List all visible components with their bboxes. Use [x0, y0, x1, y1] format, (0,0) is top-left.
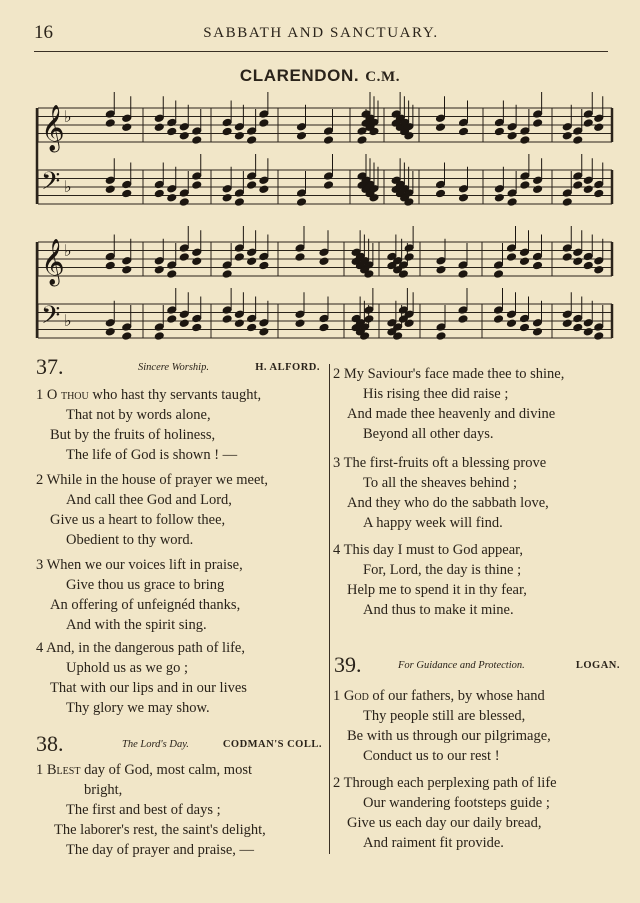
clefs	[41, 105, 72, 336]
treble-clef-icon: 𝄞	[41, 239, 65, 285]
hymn-author: H. ALFORD.	[255, 362, 320, 373]
hymn-39-heading	[334, 652, 620, 676]
stanza-line: 4 This day I must to God appear,	[333, 542, 524, 558]
stanza-line: 2 Through each perplexing path of life	[333, 775, 557, 791]
hymn-37-stanza-3b	[333, 453, 549, 533]
stanza-line: 2 While in the house of prayer we meet,	[36, 472, 269, 488]
hymn-number: 39.	[334, 652, 362, 677]
stanza-line: Thy glory we may show.	[66, 700, 210, 716]
stanza-line: The first and best of days ;	[66, 802, 221, 818]
stanza-line: 1 O thou who hast thy servants taught,	[36, 387, 262, 403]
svg-text:♭: ♭	[64, 241, 72, 260]
stanza-line: That not by words alone,	[66, 407, 211, 423]
hymn-subtitle: Sincere Worship.	[138, 362, 209, 373]
hymn-37-stanza-3	[36, 555, 243, 635]
tune-meter: C.M.	[365, 69, 401, 85]
bass-clef-icon: 𝄢	[41, 301, 61, 336]
stanza-line: Be with us through our pilgrimage,	[347, 728, 551, 744]
stanza-line: And thus to make it mine.	[363, 602, 514, 618]
svg-text:♭: ♭	[64, 107, 72, 126]
hymn-38-stanza-1	[36, 760, 266, 860]
svg-text:♭: ♭	[64, 177, 72, 196]
treble-clef-icon: 𝄞	[41, 105, 65, 151]
notes	[105, 92, 603, 340]
stanza-line: Beyond all other days.	[363, 426, 494, 442]
stanza-line: The life of God is shown ! —	[66, 447, 238, 463]
hymn-number: 37.	[36, 354, 64, 379]
hymn-number: 38.	[36, 731, 64, 756]
hymn-39-stanza-1	[333, 686, 551, 766]
column-divider	[329, 364, 330, 854]
stanza-line: To all the sheaves behind ;	[363, 475, 518, 491]
stanza-line: 4 And, in the dangerous path of life,	[36, 640, 245, 656]
music-score	[0, 0, 640, 360]
stanza-line: Thy people still are blessed,	[363, 708, 526, 724]
stanza-line: 3 The first-fruits oft a blessing prove	[333, 455, 547, 471]
stanza-line: Give us each day our daily bread,	[347, 815, 542, 831]
stanza-line: Uphold us as we go ;	[66, 660, 189, 676]
stanza-line: For, Lord, the day is thine ;	[363, 562, 522, 578]
stanza-line: Give thou us grace to bring	[66, 577, 225, 593]
svg-text:♭: ♭	[64, 311, 72, 330]
stanza-line: bright,	[84, 782, 123, 798]
hymn-37-stanza-4b	[333, 540, 527, 620]
stanza-line: And call thee God and Lord,	[66, 492, 232, 508]
stanza-line: 1 God of our fathers, by whose hand	[333, 688, 545, 704]
stanza-line: Give us a heart to follow thee,	[50, 512, 226, 528]
stanza-line: Conduct us to our rest !	[363, 748, 500, 764]
stanza-line: His rising thee did raise ;	[363, 386, 509, 402]
stanza-line: 1 Blest day of God, most calm, most	[36, 762, 253, 778]
hymn-author: CODMAN'S COLL.	[222, 739, 322, 750]
hymn-39-stanza-2	[333, 773, 557, 853]
stanza-line: Help me to spend it in thy fear,	[347, 582, 527, 598]
stanza-line: And they who do the sabbath love,	[347, 495, 549, 511]
hymn-37-stanza-2b	[333, 364, 564, 444]
stanza-line: An offering of unfeignéd thanks,	[50, 597, 241, 613]
stanza-line: That with our lips and in our lives	[50, 680, 247, 696]
stanza-line: 2 My Saviour's face made thee to shine,	[333, 366, 565, 382]
hymn-37-stanza-2	[36, 470, 268, 550]
hymn-37-stanza-1	[36, 385, 261, 465]
stanza-line: 3 When we our voices lift in praise,	[36, 557, 243, 573]
stanza-line: And with the spirit sing.	[66, 617, 207, 633]
tune-name: CLARENDON.	[239, 66, 360, 85]
hymn-38-heading	[36, 731, 322, 755]
stanza-line: And raiment fit provide.	[363, 835, 504, 851]
hymn-author: LOGAN.	[575, 660, 620, 671]
stanza-line: Our wandering footsteps guide ;	[363, 795, 550, 811]
stanza-line: But by the fruits of holiness,	[50, 427, 216, 443]
hymn-subtitle: The Lord's Day.	[122, 739, 189, 750]
stanza-line: And made thee heavenly and divine	[347, 406, 556, 422]
stanza-line: The day of prayer and praise, —	[66, 842, 255, 858]
hymn-37-stanza-4	[36, 638, 247, 718]
running-head: SABBATH AND SANCTUARY.	[203, 25, 439, 41]
bass-clef-icon: 𝄢	[41, 167, 61, 202]
hymn-subtitle: For Guidance and Protection.	[398, 660, 525, 671]
stanza-line: A happy week will find.	[363, 515, 503, 531]
stanza-line: The laborer's rest, the saint's delight,	[54, 822, 266, 838]
page-number: 16	[34, 22, 53, 43]
hymn-37-heading	[36, 354, 320, 378]
stanza-line: Obedient to thy word.	[66, 532, 194, 548]
